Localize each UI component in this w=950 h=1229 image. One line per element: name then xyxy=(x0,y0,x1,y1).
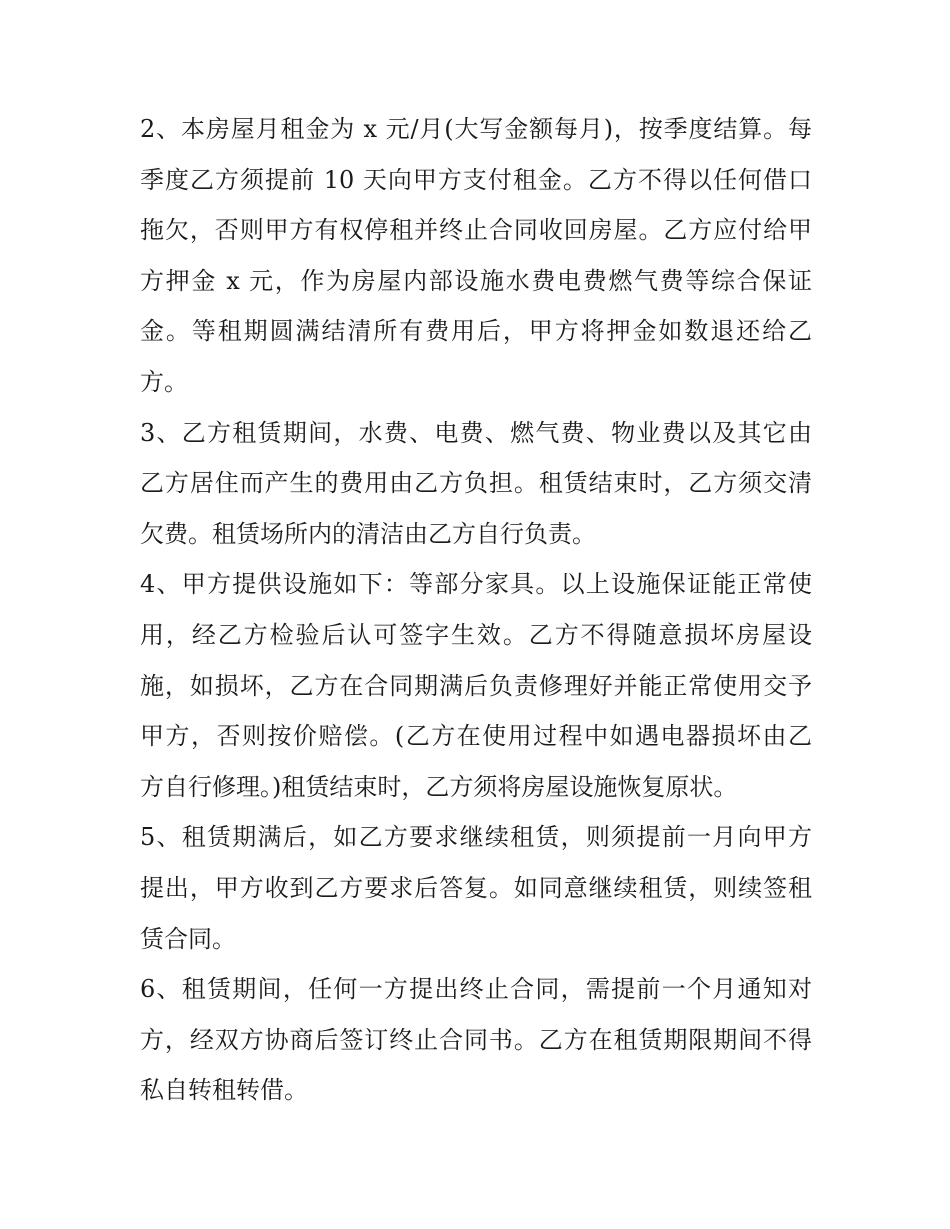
clause-5-paragraph xyxy=(140,812,812,964)
text-line: 5、租赁期满后，如乙方要求继续租赁，则须提前一月向甲方 xyxy=(140,823,812,852)
text-line: 方，经双方协商后签订终止合同书。乙方在租赁期限期间不得 xyxy=(140,1025,812,1054)
clause-6-paragraph xyxy=(140,964,812,1116)
clause-3-paragraph xyxy=(140,408,812,560)
clause-2-paragraph xyxy=(140,104,812,408)
text-line: 私自转租转借。 xyxy=(140,1076,308,1105)
text-line: 4、甲方提供设施如下：等部分家具。以上设施保证能正常使 xyxy=(140,570,812,599)
text-line: 施，如损坏，乙方在合同期满后负责修理好并能正常使用交予 xyxy=(140,671,812,700)
clause-4-paragraph xyxy=(140,559,812,812)
text-line: 甲方，否则按价赔偿。(乙方在使用过程中如遇电器损坏由乙 xyxy=(140,722,812,751)
document-body xyxy=(140,104,812,1116)
text-line: 金。等租期圆满结清所有费用后，甲方将押金如数退还给乙 xyxy=(140,317,812,346)
text-line: 拖欠，否则甲方有权停租并终止合同收回房屋。乙方应付给甲 xyxy=(140,216,812,245)
text-line: 乙方居住而产生的费用由乙方负担。租赁结束时，乙方须交清 xyxy=(140,469,812,498)
text-line: 提出，甲方收到乙方要求后答复。如同意继续租赁，则续签租 xyxy=(140,873,812,902)
text-line: 方。 xyxy=(140,367,188,396)
text-line: 季度乙方须提前 10 天向甲方支付租金。乙方不得以任何借口 xyxy=(140,165,812,194)
text-line: 3、乙方租赁期间，水费、电费、燃气费、物业费以及其它由 xyxy=(140,418,812,447)
text-line: 赁合同。 xyxy=(140,924,236,953)
text-line: 欠费。租赁场所内的清洁由乙方自行负责。 xyxy=(140,519,596,548)
text-line: 6、租赁期间，任何一方提出终止合同，需提前一个月通知对 xyxy=(140,975,812,1004)
text-line: 用，经乙方检验后认可签字生效。乙方不得随意损坏房屋设 xyxy=(140,620,812,649)
text-line: 2、本房屋月租金为 x 元/月(大写金额每月)，按季度结算。每 xyxy=(140,115,812,143)
text-line: 方自行修理。)租赁结束时，乙方须将房屋设施恢复原状。 xyxy=(140,772,738,801)
text-line: 方押金 x 元，作为房屋内部设施水费电费燃气费等综合保证 xyxy=(140,266,812,295)
